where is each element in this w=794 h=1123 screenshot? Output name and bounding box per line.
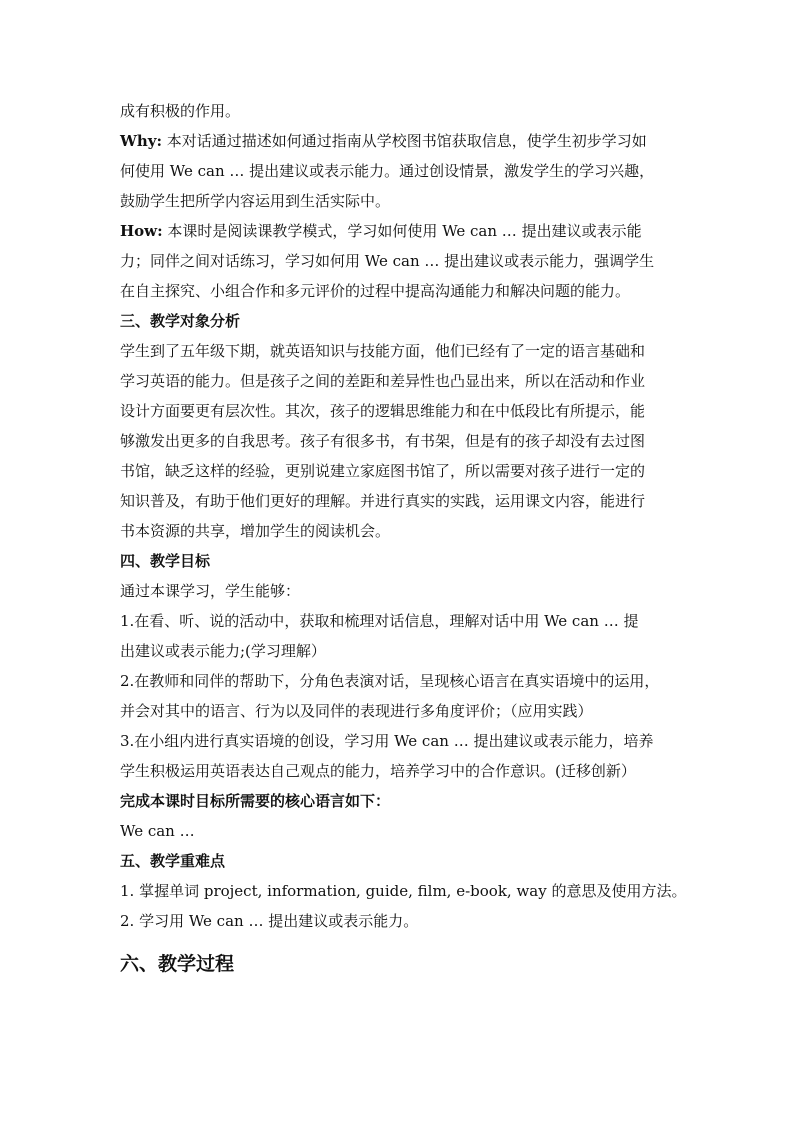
section6-heading: 六、教学过程 [120, 953, 235, 975]
why-line-2: 何使用 We can … 提出建议或表示能力。通过创设情景，激发学生的学习兴趣， [120, 162, 655, 180]
key-point-line: 1. 掌握单词 project, information, guide, film, e-book, way 的意思及使用方法。 [120, 882, 687, 900]
section3-line: 学生到了五年级下期，就英语知识与技能方面，他们已经有了一定的语言基础和 [120, 342, 646, 360]
section3-line: 学习英语的能力。但是孩子之间的差距和差异性也凸显出来，所以在活动和作业 [120, 372, 646, 390]
section3-line: 够激发出更多的自我思考。孩子有很多书，有书架，但是有的孩子却没有去过图 [120, 432, 646, 450]
document-page [120, 96, 686, 980]
objective-line: 学生积极运用英语表达自己观点的能力，培养学习中的合作意识。(迁移创新） [120, 762, 636, 780]
objective-line: 3.在小组内进行真实语境的创设，学习用 We can … 提出建议或表示能力，培养 [120, 732, 654, 750]
how-line-2: 力；同伴之间对话练习，学习如何用 We can … 提出建议或表示能力，强调学生 [120, 252, 655, 270]
how-label: How: [120, 222, 163, 240]
section5-heading: 五、教学重难点 [120, 852, 226, 870]
section3-line: 书馆，缺乏这样的经验，更别说建立家庭图书馆了，所以需要对孩子进行一定的 [120, 462, 646, 480]
objective-line: 出建议或表示能力;(学习理解） [120, 642, 326, 660]
section3-line: 书本资源的共享，增加学生的阅读机会。 [120, 522, 391, 540]
intro-tail-text: 成有积极的作用。 [120, 102, 241, 120]
why-line-1 [120, 126, 686, 156]
how-line-1 [120, 216, 686, 246]
objective-line: 2.在教师和同伴的帮助下，分角色表演对话，呈现核心语言在真实语境中的运用， [120, 672, 660, 690]
why-text: 本对话通过描述如何通过指南从学校图书馆获取信息，使学生初步学习如 [166, 132, 647, 150]
why-line-3: 鼓励学生把所学内容运用到生活实际中。 [120, 192, 391, 210]
section3-heading: 三、教学对象分析 [120, 312, 241, 330]
objective-line: 1.在看、听、说的活动中，获取和梳理对话信息，理解对话中用 We can … 提 [120, 612, 639, 630]
section4-heading: 四、教学目标 [120, 552, 211, 570]
section3-line: 知识普及，有助于他们更好的理解。并进行真实的实践，运用课文内容，能进行 [120, 492, 646, 510]
why-label: Why: [120, 132, 163, 150]
core-language-heading: 完成本课时目标所需要的核心语言如下： [120, 792, 391, 810]
how-line-3: 在自主探究、小组合作和多元评价的过程中提高沟通能力和解决问题的能力。 [120, 282, 631, 300]
how-text: 本课时是阅读课教学模式，学习如何使用 We can … 提出建议或表示能 [167, 222, 642, 240]
section4-intro: 通过本课学习，学生能够： [120, 582, 301, 600]
core-language-text: We can … [120, 822, 195, 840]
objective-line: 并会对其中的语言、行为以及同伴的表现进行多角度评价；（应用实践） [120, 702, 593, 720]
key-point-line: 2. 学习用 We can … 提出建议或表示能力。 [120, 912, 419, 930]
section3-line: 设计方面要更有层次性。其次，孩子的逻辑思维能力和在中低段比有所提示，能 [120, 402, 646, 420]
